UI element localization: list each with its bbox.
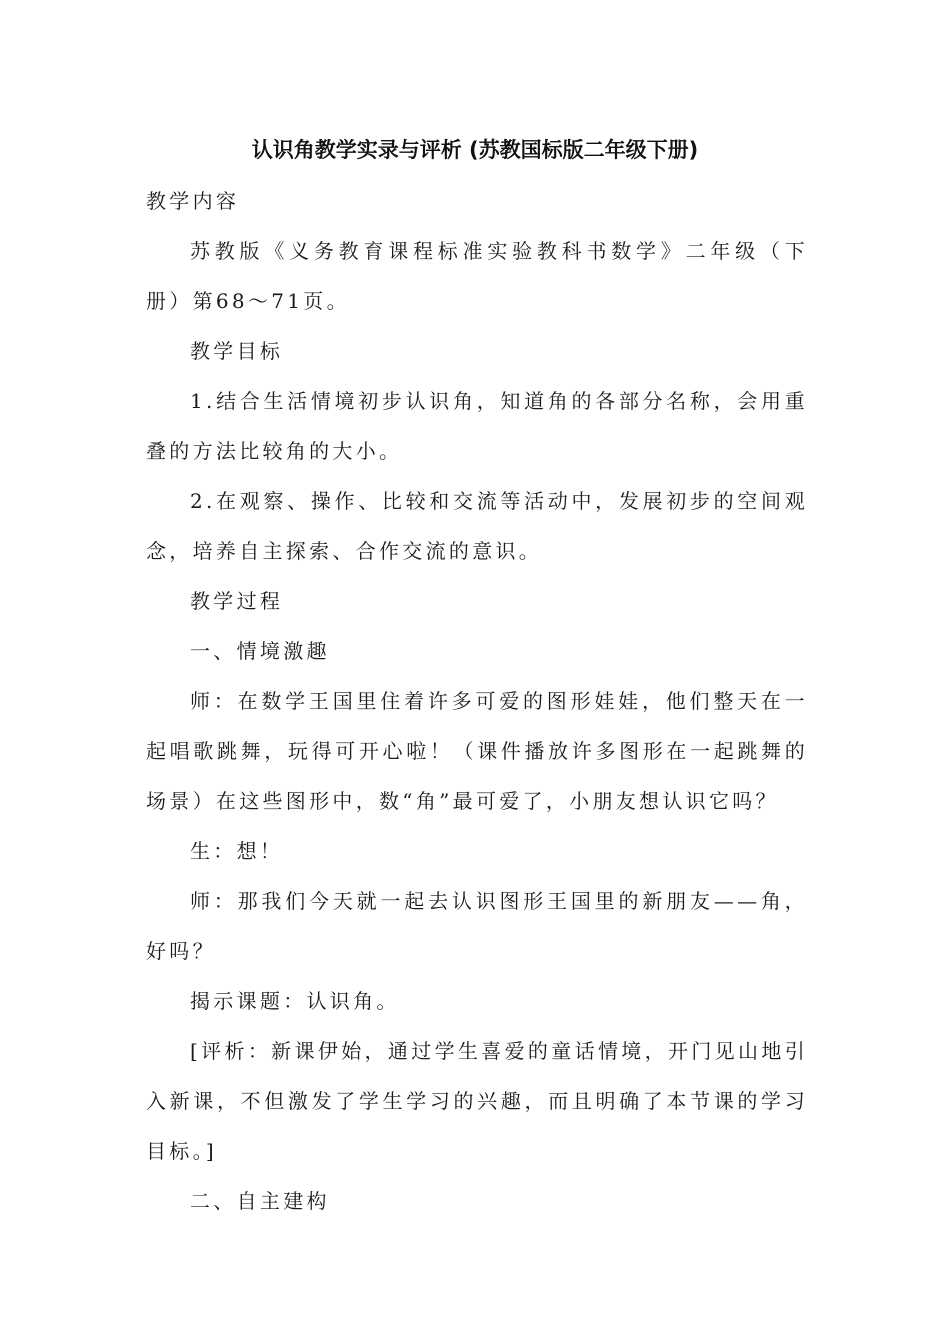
dialogue-student-1: 生：想！ xyxy=(190,839,284,863)
objective-item-2: 2.在观察、操作、比较和交流等活动中，发展初步的空间观念，培养自主探索、合作交流的意识。 xyxy=(146,489,808,563)
objective-item-1: 1.结合生活情境初步认识角，知道角的各部分名称，会用重叠的方法比较角的大小。 xyxy=(146,389,808,463)
document-body xyxy=(146,176,808,1226)
document-title: 认识角教学实录与评析 (苏教国标版二年级下册) xyxy=(251,138,699,162)
dialogue-teacher-1: 师：在数学王国里住着许多可爱的图形娃娃，他们整天在一起唱歌跳舞，玩得可开心啦！（课件播放许多图形在一起跳舞的场景）在这些图形中，数“角”最可爱了，小朋友想认识它吗？ xyxy=(146,689,808,813)
commentary-1: [评析：新课伊始，通过学生喜爱的童话情境，开门见山地引入新课，不但激发了学生学习的兴趣，而且明确了本节课的学习目标。] xyxy=(146,1039,808,1163)
topic-reveal: 揭示课题：认识角。 xyxy=(190,989,400,1013)
section-heading-objectives: 教学目标 xyxy=(190,339,284,363)
dialogue-teacher-2: 师：那我们今天就一起去认识图形王国里的新朋友——角，好吗？ xyxy=(146,889,808,963)
section-heading-content: 教学内容 xyxy=(146,189,240,213)
paragraph-textbook-reference: 苏教版《义务教育课程标准实验教科书数学》二年级（下册）第68～71页。 xyxy=(146,239,808,313)
section-heading-process: 教学过程 xyxy=(190,589,284,613)
subsection-heading-1: 一、情境激趣 xyxy=(190,639,330,663)
subsection-heading-2: 二、自主建构 xyxy=(190,1189,330,1213)
